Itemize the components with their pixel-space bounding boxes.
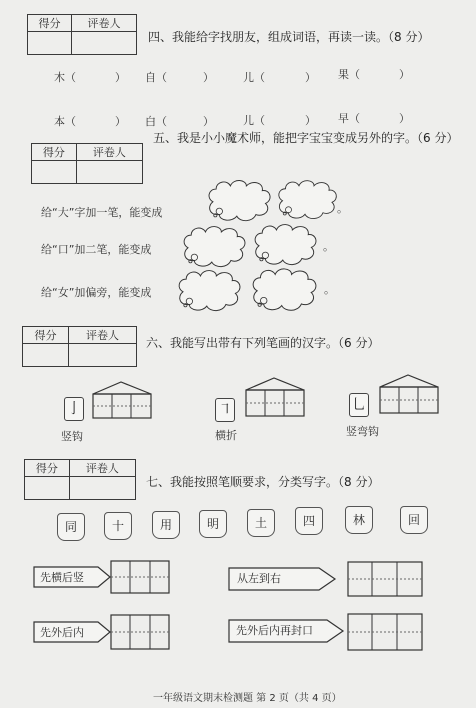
section7-title: 七、我能按照笔顺要求，分类写字。（8 分） xyxy=(146,475,380,489)
answer-cloud[interactable] xyxy=(175,268,245,314)
section6-title: 六、我能写出带有下列笔画的汉字。（6 分） xyxy=(146,336,380,350)
word-blank: 儿（ xyxy=(243,114,265,127)
paren-close: ） xyxy=(305,71,316,84)
stroke-shugou-icon: 亅 xyxy=(64,397,84,421)
answer-cloud[interactable] xyxy=(179,224,251,270)
writing-grid[interactable] xyxy=(347,613,423,651)
writing-grid[interactable] xyxy=(110,560,170,594)
page-footer: 一年级语文期末检测题 第 2 页（共 4 页） xyxy=(153,693,342,704)
grader-header: 评卷人 xyxy=(71,15,136,32)
word-blank: 白（ xyxy=(145,115,167,128)
period: 。 xyxy=(324,283,335,296)
grader-header: 评卷人 xyxy=(69,327,137,344)
grader-cell xyxy=(71,32,136,55)
rule-label: 先外后内再封口 xyxy=(227,618,345,642)
word-blank: 早（ xyxy=(338,112,360,125)
writing-house[interactable] xyxy=(244,376,306,418)
paren-close: ） xyxy=(305,114,316,127)
score-cell xyxy=(28,32,72,55)
char-card: 林 xyxy=(345,506,373,534)
score-cell xyxy=(25,477,70,500)
paren-close: ） xyxy=(115,71,126,84)
paren-close: ） xyxy=(203,71,214,84)
period: 。 xyxy=(337,202,348,215)
section5-title: 五、我是小小魔术师，能把字宝宝变成另外的字。（6 分） xyxy=(153,131,459,145)
score-cell xyxy=(32,161,77,184)
writing-grid[interactable] xyxy=(110,614,170,650)
section4-title: 四、我能给字找朋友，组成词语，再读一读。（8 分） xyxy=(148,30,430,44)
score-table-7 xyxy=(24,459,136,500)
score-header: 得分 xyxy=(25,460,70,477)
grader-cell xyxy=(76,161,142,184)
writing-house[interactable] xyxy=(378,373,440,415)
task-line-1: 给“大”字加一笔，能变成 xyxy=(41,206,163,219)
grader-header: 评卷人 xyxy=(69,460,135,477)
score-table-5 xyxy=(31,143,143,184)
stroke-shuwangou-icon: 乚 xyxy=(349,393,369,417)
task-line-3: 给“女”加偏旁，能变成 xyxy=(41,286,152,299)
stroke-hengzhe-icon: ㇕ xyxy=(215,398,235,422)
word-blank: 木（ xyxy=(54,71,76,84)
word-blank: 儿（ xyxy=(243,71,265,84)
word-blank: 本（ xyxy=(54,115,76,128)
paren-close: ） xyxy=(399,68,410,81)
char-card: 四 xyxy=(295,507,323,535)
char-card: 十 xyxy=(104,512,132,540)
answer-cloud[interactable] xyxy=(275,178,341,222)
writing-grid[interactable] xyxy=(347,561,423,597)
paren-close: ） xyxy=(203,115,214,128)
stroke-name: 竖弯钩 xyxy=(346,425,379,438)
score-header: 得分 xyxy=(23,327,69,344)
grader-cell xyxy=(69,344,137,367)
score-table-6 xyxy=(22,326,137,367)
answer-cloud[interactable] xyxy=(251,222,321,268)
grader-cell xyxy=(69,477,135,500)
char-card: 用 xyxy=(152,511,180,539)
char-card: 回 xyxy=(400,506,428,534)
stroke-name: 横折 xyxy=(215,429,237,442)
word-blank: 果（ xyxy=(338,68,360,81)
score-cell xyxy=(23,344,69,367)
paren-close: ） xyxy=(399,112,410,125)
char-card: 同 xyxy=(57,513,85,541)
rule-label: 先横后竖 xyxy=(32,565,112,589)
grader-header: 评卷人 xyxy=(76,144,142,161)
paren-close: ） xyxy=(115,115,126,128)
rule-label: 从左到右 xyxy=(227,566,337,590)
period: 。 xyxy=(323,240,334,253)
writing-house[interactable] xyxy=(91,380,153,420)
score-header: 得分 xyxy=(32,144,77,161)
task-line-2: 给“口”加二笔，能变成 xyxy=(41,243,152,256)
char-card: 明 xyxy=(199,510,227,538)
rule-label: 先外后内 xyxy=(32,620,112,644)
score-header: 得分 xyxy=(28,15,72,32)
answer-cloud[interactable] xyxy=(205,176,275,226)
stroke-name: 竖钩 xyxy=(61,430,83,443)
char-card: 土 xyxy=(247,509,275,537)
word-blank: 自（ xyxy=(145,71,167,84)
score-table-4 xyxy=(27,14,137,55)
answer-cloud[interactable] xyxy=(249,265,321,315)
